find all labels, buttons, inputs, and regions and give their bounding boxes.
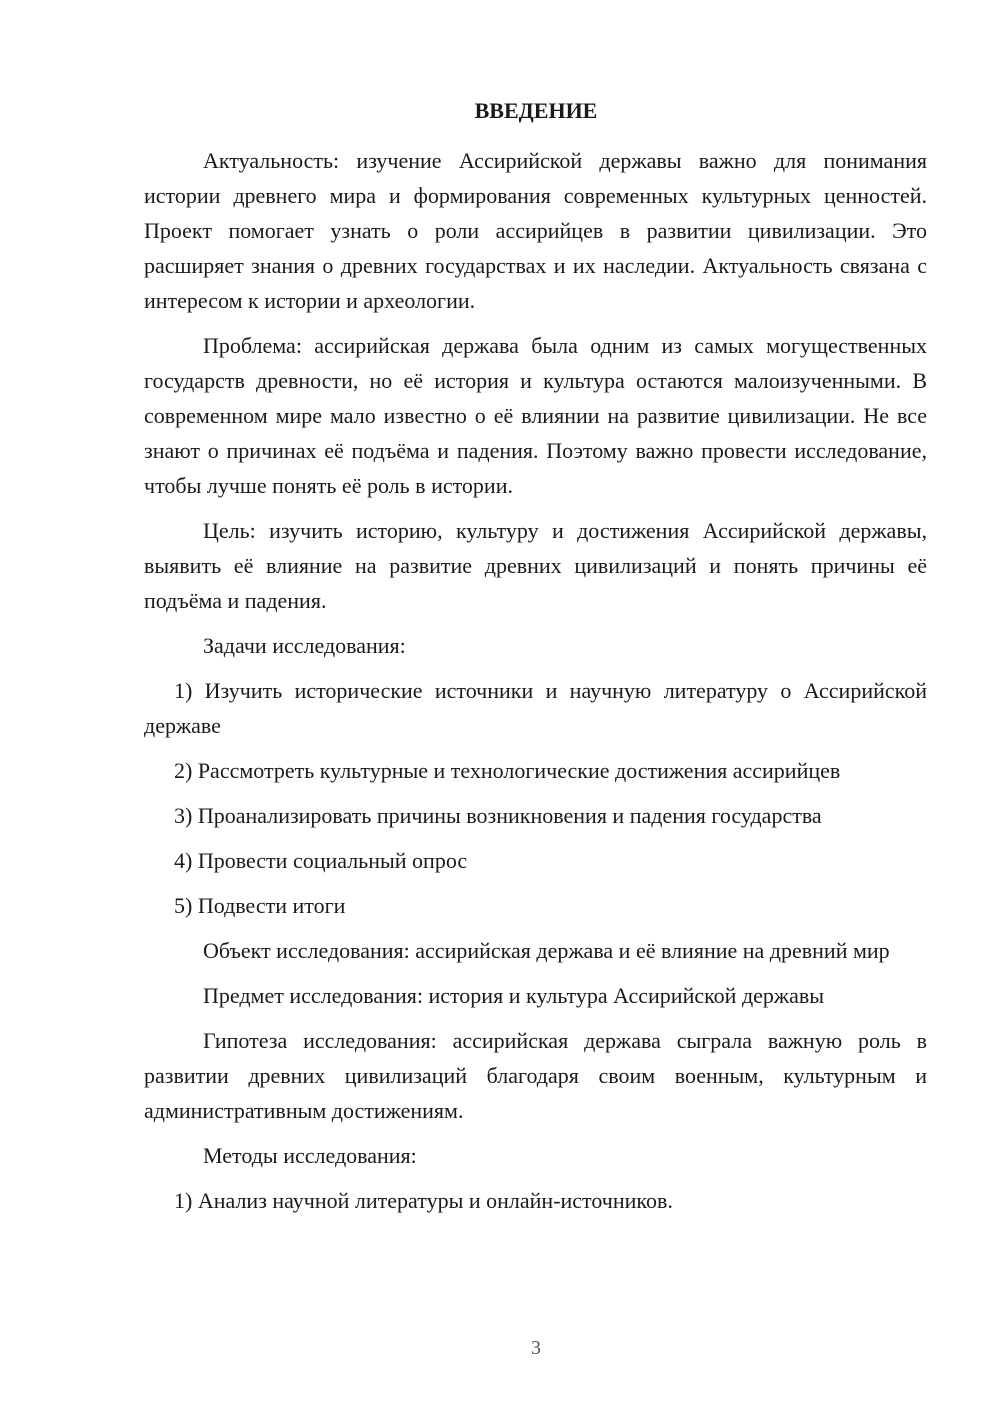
task-item-3: 3) Проанализировать причины возникновения и падения государства <box>174 803 822 828</box>
task-item-5: 5) Подвести итоги <box>174 893 346 918</box>
methods-heading: Методы исследования: <box>203 1143 417 1168</box>
task-item-2: 2) Рассмотреть культурные и технологические достижения ассирийцев <box>174 758 841 783</box>
tasks-heading: Задачи исследования: <box>203 633 406 658</box>
hypothesis-paragraph: Гипотеза исследования: ассирийская держава сыграла важную роль в развитии древних цивилизаций благодаря своим военным, культурным и административным достижениям. <box>144 1028 927 1123</box>
task-item-4: 4) Провести социальный опрос <box>174 848 468 873</box>
method-item-1: 1) Анализ научной литературы и онлайн-источников. <box>174 1188 673 1213</box>
document-body <box>144 143 927 1228</box>
page-number: 3 <box>531 1337 541 1359</box>
subject-paragraph: Предмет исследования: история и культура Ассирийской державы <box>203 983 825 1008</box>
problem-paragraph: Проблема: ассирийская держава была одним из самых могущественных государств древности, но её история и культура остаются малоизученными. В современном мире мало известно о её влиянии на развитие цивилизации. Не все знают о причинах её подъёма и падения. Поэтому важно провести исследование, чтобы лучше понять её роль в истории. <box>144 333 927 498</box>
page-title: ВВЕДЕНИЕ <box>474 98 598 123</box>
object-paragraph: Объект исследования: ассирийская держава и её влияние на древний мир <box>203 938 890 963</box>
relevance-paragraph: Актуальность: изучение Ассирийской державы важно для понимания истории древнего мира и формирования современных культурных ценностей. Проект помогает узнать о роли ассирийцев в развитии цивилизации. Это расширяет знания о древних государствах и их наследии. Актуальность связана с интересом к истории и археологии. <box>144 148 927 313</box>
goal-paragraph: Цель: изучить историю, культуру и достижения Ассирийской державы, выявить её влияние на развитие древних цивилизаций и понять причины её подъёма и падения. <box>144 518 927 613</box>
task-item-1: 1) Изучить исторические источники и научную литературу о Ассирийской державе <box>144 678 927 738</box>
